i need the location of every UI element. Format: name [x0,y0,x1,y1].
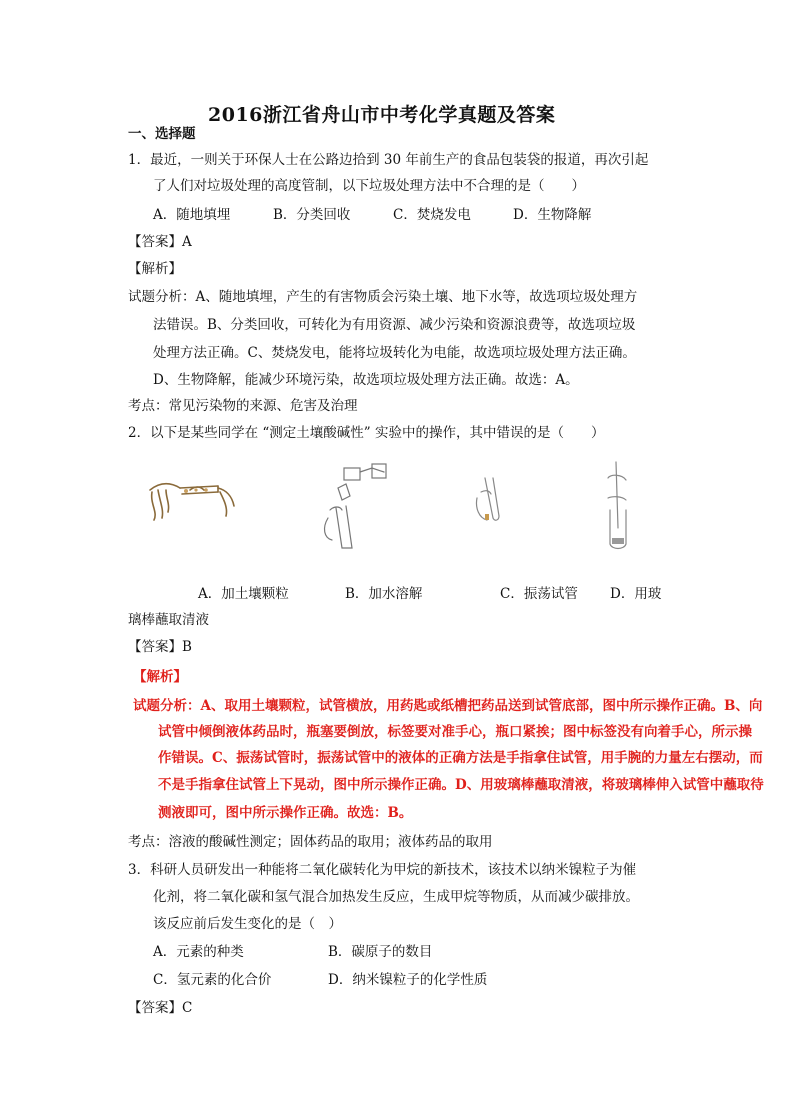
q2-option-c: C．振荡试管 [500,586,578,602]
q1-stem-line1: 1．最近，一则关于环保人士在公路边拾到 30 年前生产的食品包装袋的报道，再次引起 [128,152,649,168]
q1-option-b: B．分类回收 [273,207,351,223]
q2-analysis-line: 作错误。C、振荡试管时，振荡试管中的液体的正确方法是手指拿住试管，用手腕的力量左右摆动，而 [158,750,763,766]
q2-analysis-line: 不是手指拿住试管上下晃动，图中所示操作正确。D、用玻璃棒蘸取清液，将玻璃棒伸入试管中蘸取待 [158,777,764,793]
q3-option-d: D．纳米镍粒子的化学性质 [328,972,488,988]
q2-option-b: B．加水溶解 [345,586,423,602]
section-heading: 一、选择题 [128,126,196,142]
q3-option-c: C．氢元素的化合价 [153,972,272,988]
q3-option-b: B．碳原子的数目 [328,944,433,960]
page-title: 2016浙江省舟山市中考化学真题及答案 [208,104,556,126]
figure-add-water [308,458,408,553]
q1-option-c: C．焚烧发电 [393,207,471,223]
q2-analysis-line: 测液即可，图中所示操作正确。故选：B。 [158,805,413,821]
q1-analysis-label: 【解析】 [128,261,182,277]
q2-analysis-line: 试管中倾倒液体药品时，瓶塞要倒放，标签要对准手心，瓶口紧挨；图中标签没有向着手心，所示操 [158,724,752,740]
figure-glass-rod-dip [598,458,638,553]
q1-option-a: A．随地填埋 [153,207,231,223]
q1-analysis-line: 试题分析：A、随地填埋，产生的有害物质会污染土壤、地下水等，故选项垃圾处理方 [128,289,638,305]
q2-option-d: D．用玻 [610,586,662,602]
q2-answer: 【答案】B [128,639,192,655]
q2-option-a: A．加土壤颗粒 [198,586,289,602]
q1-analysis-line: D、生物降解，能减少环境污染，故选项垃圾处理方法正确。故选：A。 [153,372,579,388]
figure-add-soil-particles [140,460,240,530]
q1-analysis-line: 法错误。B、分类回收，可转化为有用资源、减少污染和资源浪费等，故选项垃圾 [153,317,636,333]
q2-analysis-line: 试题分析：A、取用土壤颗粒，试管横放，用药匙或纸槽把药品送到试管底部，图中所示操作正确。B、向 [133,698,763,714]
q1-answer: 【答案】A [128,234,192,250]
q1-stem-line2: 了人们对垃圾处理的高度管制，以下垃圾处理方法中不合理的是（ ） [153,178,585,194]
q2-analysis-label: 【解析】 [133,669,187,685]
q3-stem-line3: 该反应前后发生变化的是（ ） [153,916,342,932]
q2-option-d-cont: 璃棒蘸取清液 [128,612,209,628]
q1-analysis-line: 处理方法正确。C、焚烧发电，能将垃圾转化为电能，故选项垃圾处理方法正确。 [153,345,636,361]
q3-answer: 【答案】C [128,1000,193,1016]
q3-stem-line1: 3．科研人员研发出一种能将二氧化碳转化为甲烷的新技术，该技术以纳米镍粒子为催 [128,862,637,878]
q2-stem: 2．以下是某些同学在 “测定土壤酸碱性” 实验中的操作，其中错误的是（ ） [128,425,605,441]
q1-option-d: D．生物降解 [513,207,592,223]
q2-kaodian: 考点：溶液的酸碱性测定；固体药品的取用；液体药品的取用 [128,834,493,850]
q1-kaodian: 考点：常见污染物的来源、危害及治理 [128,398,358,414]
q3-option-a: A．元素的种类 [153,944,244,960]
figure-shake-test-tube [465,458,525,538]
q3-stem-line2: 化剂，将二氧化碳和氢气混合加热发生反应，生成甲烷等物质，从而减少碳排放。 [153,889,639,905]
